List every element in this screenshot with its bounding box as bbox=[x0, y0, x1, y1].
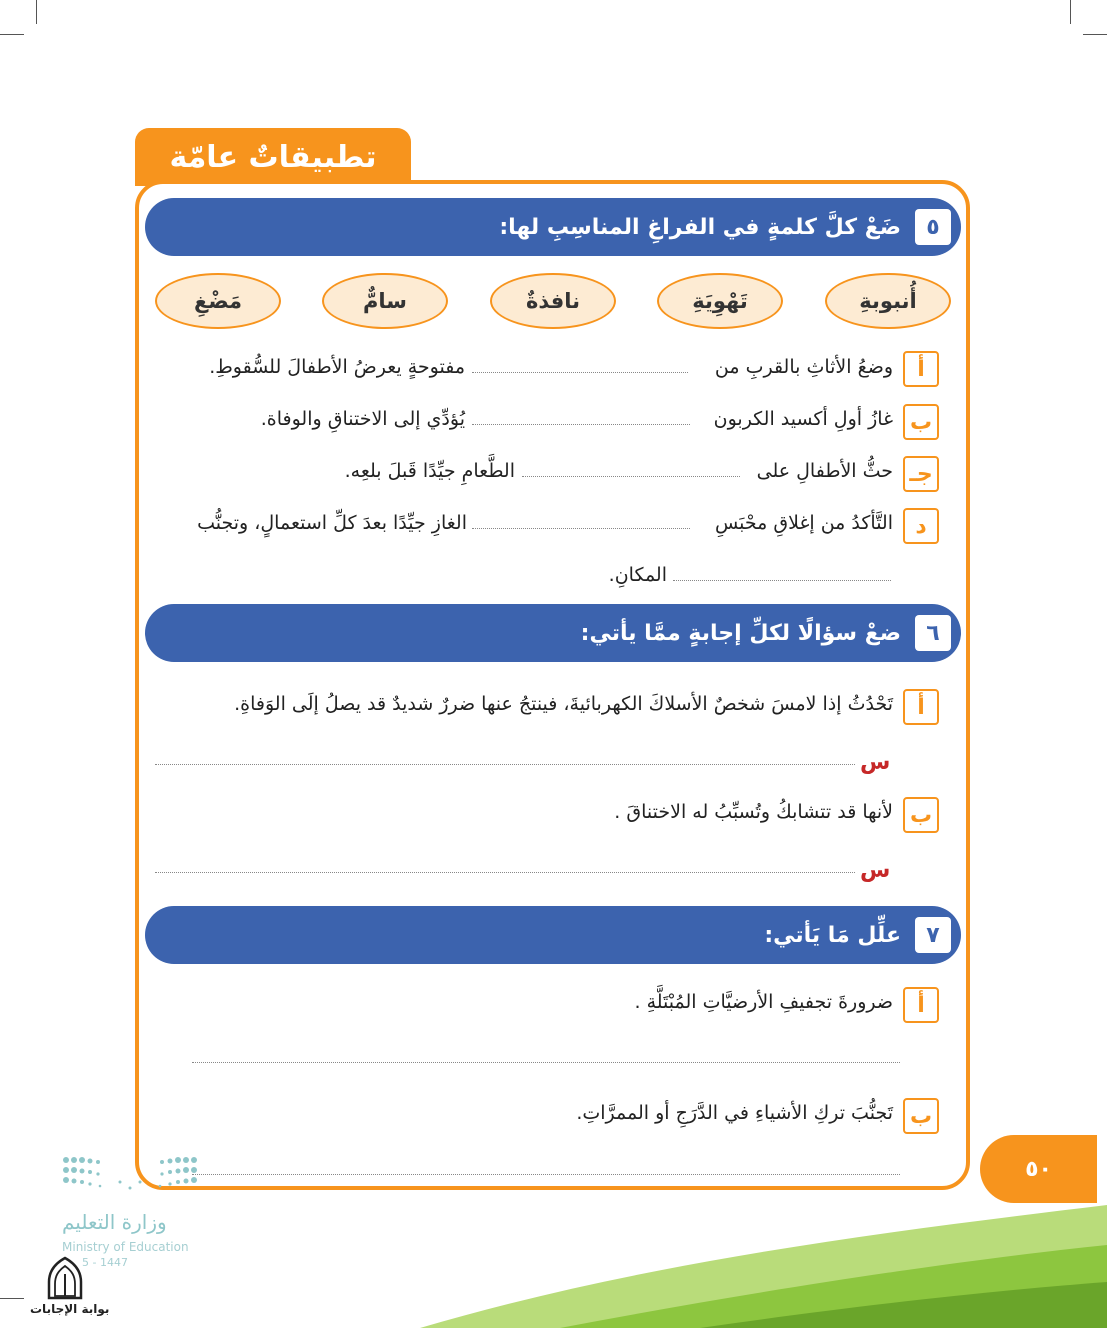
section-6-number: ٦ bbox=[915, 615, 951, 651]
item-letter: جـ bbox=[903, 456, 939, 492]
word-option: تَهْوِيَةِ bbox=[657, 273, 783, 329]
word-option: أُنبوبةِ bbox=[825, 273, 951, 329]
page-number: ٥٠ bbox=[980, 1135, 1097, 1203]
word-option: مَضْغِ bbox=[155, 273, 281, 329]
ministry-logo-icon bbox=[60, 1152, 200, 1200]
item-letter: ب bbox=[903, 1098, 939, 1134]
section-5-header bbox=[145, 198, 961, 256]
sentence-end: يُؤدِّي إلى الاختناقِ والوفاة. bbox=[260, 408, 465, 430]
answer-blank[interactable] bbox=[472, 528, 690, 529]
answer-blank[interactable] bbox=[192, 1174, 900, 1175]
item-letter: ب bbox=[903, 797, 939, 833]
reason-prompt: تَجنُّبَ تركِ الأشياءِ في الدَّرَجِ أو الممرَّاتِ. bbox=[576, 1102, 893, 1124]
item-letter: أ bbox=[903, 987, 939, 1023]
sentence-start: وضعُ الأثاثِ بالقربِ من bbox=[714, 356, 893, 378]
sentence-tail: المكانِ. bbox=[608, 564, 667, 586]
site-name: بوابة الإجابات bbox=[30, 1302, 110, 1316]
ministry-year: 5 - 1447 bbox=[82, 1256, 128, 1269]
section-6-instruction: ضعْ سؤالًا لكلِّ إجابةٍ ممَّا يأتي: bbox=[580, 620, 901, 646]
answer-text: تَحْدُثُ إذا لامسَ شخصٌ الأسلاكَ الكهربائيةَ، فينتجُ عنها ضررٌ شديدٌ قد يصلُ إلَى الوَفاةِ. bbox=[234, 693, 893, 715]
answer-blank[interactable] bbox=[522, 476, 740, 477]
site-logo-icon bbox=[44, 1256, 86, 1300]
question-label: س bbox=[860, 858, 891, 883]
item-letter: أ bbox=[903, 351, 939, 387]
item-letter: د bbox=[903, 508, 939, 544]
ministry-name-arabic: وزارة التعليم bbox=[62, 1210, 167, 1234]
section-7-header bbox=[145, 906, 961, 964]
answer-text: لأنها قد تتشابكُ وتُسبِّبُ له الاختناقَ . bbox=[614, 801, 893, 823]
answer-blank[interactable] bbox=[192, 1062, 900, 1063]
section-6-header bbox=[145, 604, 961, 662]
word-option: نافذةٌ bbox=[490, 273, 616, 329]
content-panel bbox=[135, 180, 970, 1190]
word-option: سامٌّ bbox=[322, 273, 448, 329]
sentence-start: حثُّ الأطفالِ على bbox=[756, 460, 893, 482]
item-letter: ب bbox=[903, 404, 939, 440]
section-7-number: ٧ bbox=[915, 917, 951, 953]
sentence-end: مفتوحةٍ يعرضُ الأطفالَ للسُّقوطِ. bbox=[209, 356, 465, 378]
sentence-end: الطَّعامِ جيِّدًا قَبلَ بلعِه. bbox=[344, 460, 515, 482]
sentence-end: الغازِ جيِّدًا بعدَ كلِّ استعمالٍ، وتجنُّب bbox=[197, 512, 467, 534]
section-5-instruction: ضَعْ كلَّ كلمةٍ في الفراغِ المناسِبِ لها: bbox=[499, 214, 901, 240]
sentence-start: غازُ أولِ أكسيد الكربون bbox=[713, 408, 893, 430]
question-blank[interactable] bbox=[155, 872, 855, 873]
sentence-start: التَّأكدُ من إغلاقِ محْبَسِ bbox=[714, 512, 893, 534]
answer-blank[interactable] bbox=[472, 372, 688, 373]
ministry-name-english: Ministry of Education bbox=[62, 1240, 189, 1254]
section-5-number: ٥ bbox=[915, 209, 951, 245]
question-blank[interactable] bbox=[155, 764, 855, 765]
reason-prompt: ضرورةَ تجفيفِ الأرضيَّاتِ المُبْتَلَّةِ . bbox=[634, 991, 893, 1013]
section-7-instruction: علِّل مَا يَأتي: bbox=[764, 922, 901, 948]
answer-blank[interactable] bbox=[673, 580, 891, 581]
question-label: س bbox=[860, 750, 891, 775]
answer-blank[interactable] bbox=[472, 424, 690, 425]
page-title: تطبيقاتٌ عامّة bbox=[135, 128, 411, 186]
item-letter: أ bbox=[903, 689, 939, 725]
